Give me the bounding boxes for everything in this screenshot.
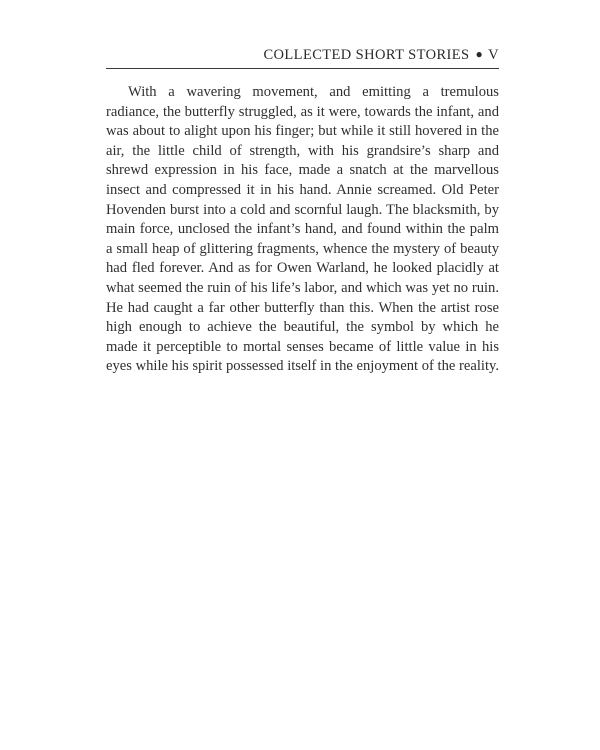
bullet-separator-icon: ● [475, 47, 484, 61]
book-title: COLLECTED SHORT STORIES [263, 46, 470, 63]
body-paragraph: With a wavering movement, and emitting a tremulous radiance, the butterfly struggled, as it were, towards the infant, and was about to alight upon his finger; but while it still hovered in the air, the little child of strength, with his grandsire’s sharp and shrewd expression in his face, made a snatch at the marvellous insect and compressed it in his hand. Annie screamed. Old Peter Hovenden burst into a cold and scornful laugh. The blacksmith, by main force, unclosed the infant’s hand, and found within the palm a small heap of glittering fragments, whence the mystery of beauty had fled forever. And as for Owen Warland, he looked placidly at what seemed the ruin of his life’s labor, and which was yet no ruin. He had caught a far other butterfly than this. When the artist rose high enough to achieve the beautiful, the symbol by which he made it perceptible to mortal senses became of little value in his eyes while his spirit possessed itself in the enjoyment of the reality. [106, 84, 500, 375]
volume-number: V [488, 46, 499, 63]
running-header [106, 44, 499, 66]
header-rule [106, 68, 499, 69]
